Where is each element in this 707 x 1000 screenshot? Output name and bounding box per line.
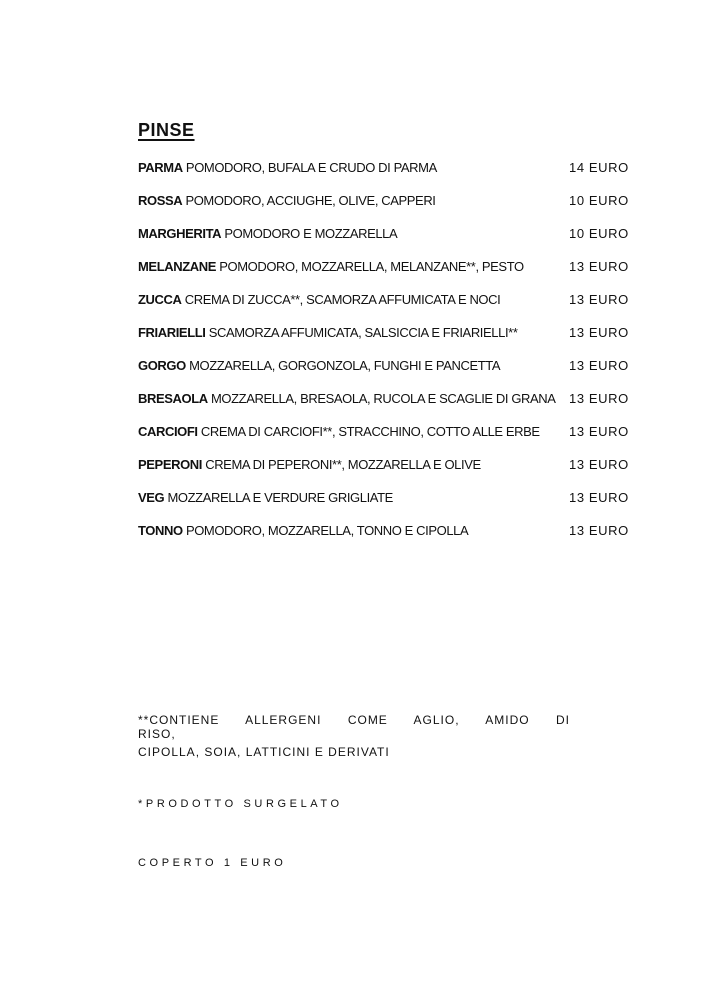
item-name: PEPERONI — [138, 457, 202, 472]
item-name: MARGHERITA — [138, 226, 222, 241]
item-name: GORGO — [138, 358, 186, 373]
menu-item — [138, 523, 638, 556]
item-description: MOZZARELLA, GORGONZOLA, FUNGHI E PANCETTA — [189, 358, 501, 373]
item-price: 13 EURO — [569, 259, 629, 274]
item-description: POMODORO, ACCIUGHE, OLIVE, CAPPERI — [185, 193, 436, 208]
item-description: CREMA DI PEPERONI**, MOZZARELLA E OLIVE — [205, 457, 481, 472]
item-name: FRIARIELLI — [138, 325, 206, 340]
item-name: MELANZANE — [138, 259, 217, 274]
menu-item — [138, 292, 638, 325]
menu-list — [138, 160, 638, 556]
item-name: CARCIOFI — [138, 424, 198, 439]
item-description: CREMA DI ZUCCA**, SCAMORZA AFFUMICATA E NOCI — [184, 292, 501, 307]
menu-item — [138, 325, 638, 358]
item-description: POMODORO, MOZZARELLA, TONNO E CIPOLLA — [185, 523, 469, 538]
item-name: TONNO — [138, 523, 183, 538]
frozen-product-note: *PRODOTTO SURGELATO — [138, 798, 343, 810]
item-price: 10 EURO — [569, 226, 629, 241]
item-name: PARMA — [138, 160, 183, 175]
section-title: PINSE — [138, 120, 195, 140]
cover-charge-note: COPERTO 1 EURO — [138, 857, 287, 869]
menu-item — [138, 160, 638, 193]
item-name: VEG — [138, 490, 165, 505]
menu-item — [138, 358, 638, 391]
menu-item — [138, 457, 638, 490]
item-price: 13 EURO — [569, 358, 629, 373]
menu-item — [138, 259, 638, 292]
menu-item — [138, 490, 638, 523]
menu-item — [138, 391, 638, 424]
item-description: POMODORO, MOZZARELLA, MELANZANE**, PESTO — [219, 259, 524, 274]
item-price: 10 EURO — [569, 193, 629, 208]
item-name: ZUCCA — [138, 292, 182, 307]
item-price: 14 EURO — [569, 160, 629, 175]
item-price: 13 EURO — [569, 523, 629, 538]
menu-item — [138, 226, 638, 259]
item-price: 13 EURO — [569, 424, 629, 439]
item-description: MOZZARELLA E VERDURE GRIGLIATE — [167, 490, 393, 505]
item-price: 13 EURO — [569, 325, 629, 340]
menu-item — [138, 424, 638, 457]
allergen-note-line-1: **CONTIENE ALLERGENI COME AGLIO, AMIDO DI RISO, — [138, 713, 570, 741]
item-description: SCAMORZA AFFUMICATA, SALSICCIA E FRIARIELLI** — [208, 325, 518, 340]
menu-item — [138, 193, 638, 226]
item-price: 13 EURO — [569, 490, 629, 505]
item-name: ROSSA — [138, 193, 183, 208]
item-description: POMODORO E MOZZARELLA — [224, 226, 398, 241]
allergen-note-line-2: CIPOLLA, SOIA, LATTICINI E DERIVATI — [138, 745, 390, 759]
item-price: 13 EURO — [569, 457, 629, 472]
item-price: 13 EURO — [569, 391, 629, 406]
item-description: MOZZARELLA, BRESAOLA, RUCOLA E SCAGLIE DI GRANA — [210, 391, 556, 406]
item-name: BRESAOLA — [138, 391, 208, 406]
item-description: POMODORO, BUFALA E CRUDO DI PARMA — [185, 160, 437, 175]
item-description: CREMA DI CARCIOFI**, STRACCHINO, COTTO ALLE ERBE — [200, 424, 540, 439]
item-price: 13 EURO — [569, 292, 629, 307]
